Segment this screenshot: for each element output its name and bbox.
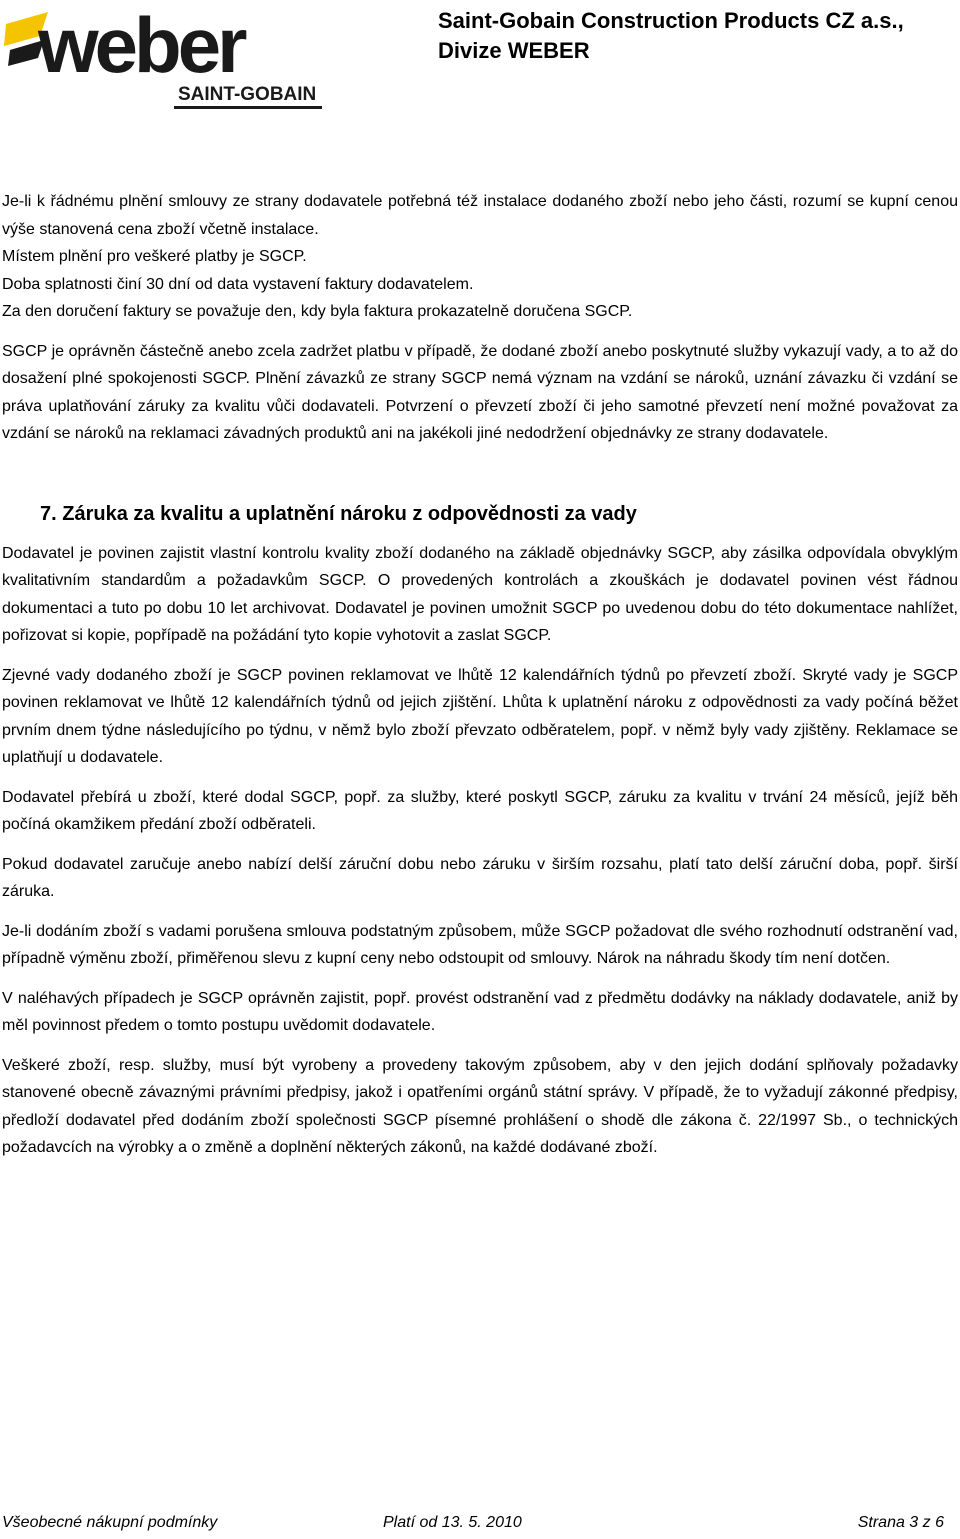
section-paragraph-urgent-cases: V naléhavých případech je SGCP oprávněn zajistit, popř. provést odstranění vad z předmětu dodávky na náklady dodavatele, aniž by měl povinnost předem o tomto postupu uvědomit dodavatele. bbox=[2, 989, 958, 1034]
company-line-1: Saint-Gobain Construction Products CZ a.s., bbox=[438, 8, 904, 33]
intro-paragraph-payment-place: Místem plnění pro veškeré platby je SGCP. bbox=[2, 248, 307, 265]
logo-underline bbox=[174, 106, 322, 109]
page-header bbox=[0, 0, 960, 110]
intro-paragraph-invoice-delivery: Za den doručení faktury se považuje den, kdy byla faktura prokazatelně doručena SGCP. bbox=[2, 303, 633, 320]
footer-page-number: Strana 3 z 6 bbox=[857, 1514, 944, 1531]
footer-document-name: Všeobecné nákupní podmínky bbox=[2, 1514, 218, 1531]
intro-paragraph-installation: Je-li k řádnému plnění smlouvy ze strany dodavatele potřebná též instalace dodaného zboží nebo jeho části, rozumí se kupní cenou výše stanovená cena zboží včetně instalace. bbox=[2, 193, 958, 238]
section-number: 7. bbox=[40, 502, 57, 525]
section-paragraph-warranty-period: Dodavatel přebírá u zboží, které dodal SGCP, popř. za služby, které poskytl SGCP, záruku za kvalitu v trvání 24 měsíců, jejíž běh počíná okamžikem předání zboží odběrateli. bbox=[2, 788, 958, 833]
footer-valid-from: Platí od 13. 5. 2010 bbox=[383, 1514, 522, 1531]
section-paragraph-breach-remedies: Je-li dodáním zboží s vadami porušena smlouva podstatným způsobem, může SGCP požadovat dle svého rozhodnutí odstranění vad, případně výměnu zboží, přiměřenou slevu z kupní ceny nebo odstoupit od smlouvy. Nárok na náhradu škody tím není dotčen. bbox=[2, 922, 958, 967]
logo-subtitle: SAINT-GOBAIN bbox=[178, 84, 317, 105]
company-name bbox=[438, 6, 958, 66]
section-paragraph-quality-control: Dodavatel je povinen zajistit vlastní kontrolu kvality zboží dodaného na základě objednávky SGCP, aby zásilka odpovídala obvyklým kvalitativním standardům a požadavkům SGCP. O provedených kontrolách a zkouškách je dodavatel povinen vést řádnou dokumentaci a tuto po dobu 10 let archivovat. Dodavatel je povinen umožnit SGCP po uvedenou dobu do této dokumentace nahlížet, pořizovat si kopie, popřípadě na požádání tyto kopie vyhotovit a zaslat SGCP. bbox=[2, 544, 958, 644]
section-paragraph-defect-claims: Zjevné vady dodaného zboží je SGCP povinen reklamovat ve lhůtě 12 kalendářních týdnů po převzetí zboží. Skryté vady je SGCP povinen reklamovat ve lhůtě 12 kalendářních týdnů od jejich zjištění. Lhůta k uplatnění nároku z odpovědnosti za vady počíná běžet prvním dnem týdne následujícího po týdnu, v němž bylo zboží převzato odběratelem, popř. v němž byly vady zjištěny. Reklamace se uplatňují u dodavatele. bbox=[2, 666, 958, 766]
company-line-2: Divize WEBER bbox=[438, 38, 590, 63]
weber-logo bbox=[4, 6, 326, 110]
document-body bbox=[2, 188, 958, 1174]
intro-paragraph-payment-withholding: SGCP je oprávněn částečně anebo zcela zadržet platbu v případě, že dodané zboží anebo poskytnuté služby vykazují vady, a to až do dosažení plné spokojenosti SGCP. Plnění závazků ze strany SGCP nemá význam na vzdání se nároků, uznání závazku či vzdání se práva uplatňování záruky za kvalitu vůči dodavateli. Potvrzení o převzetí zboží či jeho samotné převzetí není možné považovat za vzdání se nároků na reklamaci závadných produktů ani na jakékoli jiné nedodržení objednávky ze strany dodavatele. bbox=[2, 342, 958, 442]
section-heading bbox=[40, 500, 958, 528]
section-paragraph-extended-warranty: Pokud dodavatel zaručuje anebo nabízí delší záruční dobu nebo záruku v širším rozsahu, platí tato delší záruční doba, popř. širší záruka. bbox=[2, 855, 958, 900]
intro-paragraph-due-period: Doba splatnosti činí 30 dní od data vystavení faktury dodavatelem. bbox=[2, 275, 474, 293]
section-title: Záruka za kvalitu a uplatnění nároku z odpovědnosti za vady bbox=[62, 502, 637, 525]
logo-wordmark: weber bbox=[38, 6, 244, 89]
page-footer bbox=[0, 1514, 960, 1538]
section-paragraph-compliance: Veškeré zboží, resp. služby, musí být vyrobeny a provedeny takovým způsobem, aby v den jejich dodání splňovaly požadavky stanovené obecně závaznými právními předpisy, jakož i opatřeními orgánů státní správy. V případě, že to vyžadují zákonné předpisy, předloží dodavatel před dodáním zboží společnosti SGCP písemné prohlášení o shodě dle zákona č. 22/1997 Sb., o technických požadavcích na výrobky a o změně a doplnění některých zákonů, na každé dodávané zboží. bbox=[2, 1056, 958, 1156]
